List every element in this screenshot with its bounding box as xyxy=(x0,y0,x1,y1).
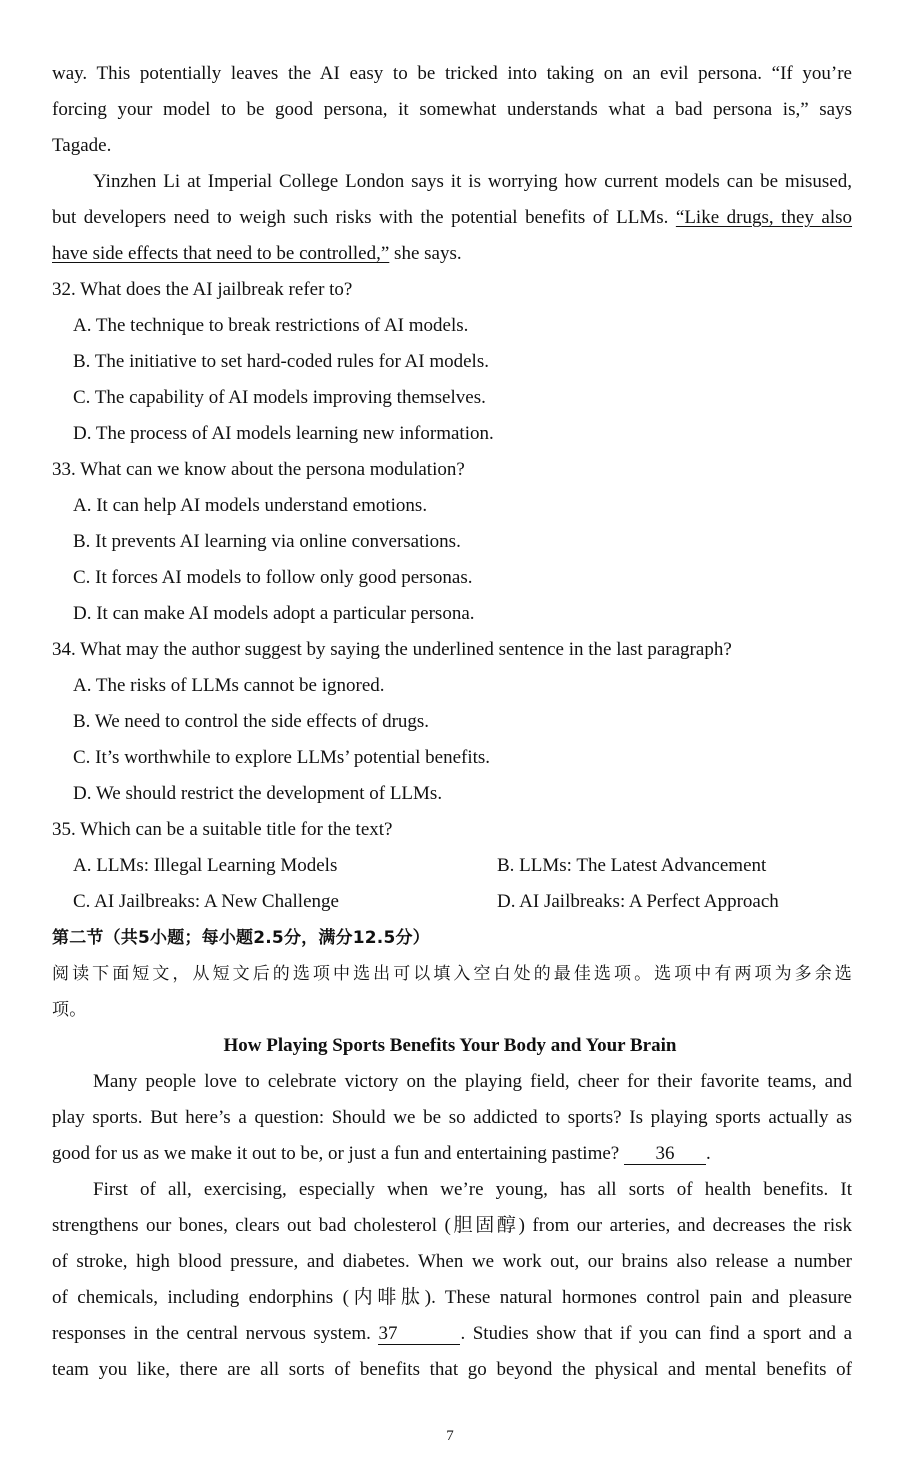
article-text: . Studies show that if you can find a sport and a xyxy=(460,1323,852,1344)
passage-line: way. This potentially leaves the AI easy to be tricked into taking on an evil persona. “If you’re xyxy=(52,63,852,84)
answer-option: C. It forces AI models to follow only good personas. xyxy=(73,567,473,588)
article-line: of chemicals, including endorphins (内啡肽). These natural hormones control pain and pleasure xyxy=(52,1287,852,1308)
answer-option: C. AI Jailbreaks: A New Challenge xyxy=(73,891,339,912)
answer-option: D. The process of AI models learning new information. xyxy=(73,423,494,444)
underlined-sentence: “Like drugs, they also xyxy=(675,207,853,228)
article-text: . xyxy=(705,1143,711,1164)
answer-option: B. It prevents AI learning via online conversations. xyxy=(73,531,461,552)
answer-option: A. LLMs: Illegal Learning Models xyxy=(73,855,338,876)
article-line xyxy=(52,1322,852,1346)
article-text: responses in the central nervous system. xyxy=(52,1323,379,1344)
question-stem: 34. What may the author suggest by saying the underlined sentence in the last paragraph? xyxy=(52,639,732,660)
passage-text: but developers need to weigh such risks with the potential benefits of LLMs. xyxy=(52,207,676,228)
passage-text: she says. xyxy=(389,243,462,264)
answer-option: D. We should restrict the development of LLMs. xyxy=(73,783,443,804)
article-line: Many people love to celebrate victory on the playing field, cheer for their favorite teams, and xyxy=(93,1071,852,1092)
question-stem: 32. What does the AI jailbreak refer to? xyxy=(52,279,353,300)
article-line: First of all, exercising, especially when we’re young, has all sorts of health benefits. It xyxy=(93,1179,852,1200)
answer-option: C. The capability of AI models improving themselves. xyxy=(73,387,486,408)
article-title: How Playing Sports Benefits Your Body and Your Brain xyxy=(223,1035,677,1056)
blank-36[interactable]: 36 xyxy=(624,1144,706,1165)
article-line: play sports. But here’s a question: Should we be so addicted to sports? Is playing sports actually as xyxy=(52,1107,852,1128)
passage-line xyxy=(52,206,852,230)
article-line xyxy=(52,1142,852,1166)
section-instruction: 阅读下面短文，从短文后的选项中选出可以填入空白处的最佳选项。选项中有两项为多余选 xyxy=(52,964,852,984)
underlined-sentence: have side effects that need to be controlled,” xyxy=(52,243,390,264)
passage-line: Yinzhen Li at Imperial College London says it is worrying how current models can be misused, xyxy=(93,171,852,192)
answer-option: B. We need to control the side effects of drugs. xyxy=(73,711,430,732)
blank-37[interactable]: 37 xyxy=(378,1324,460,1345)
article-line: strengthens our bones, clears out bad cholesterol (胆固醇) from our arteries, and decreases the risk xyxy=(52,1215,852,1236)
answer-option: A. The technique to break restrictions of AI models. xyxy=(73,315,469,336)
answer-option: D. AI Jailbreaks: A Perfect Approach xyxy=(497,891,779,912)
section-heading: 第二节（共5小题；每小题2.5分，满分12.5分） xyxy=(52,928,430,948)
passage-line: forcing your model to be good persona, it somewhat understands what a bad persona is,” says xyxy=(52,99,852,120)
passage-line xyxy=(52,242,852,266)
section-instruction: 项。 xyxy=(52,1000,87,1020)
question-stem: 35. Which can be a suitable title for the text? xyxy=(52,819,393,840)
answer-option: A. It can help AI models understand emotions. xyxy=(73,495,428,516)
answer-option: A. The risks of LLMs cannot be ignored. xyxy=(73,675,385,696)
answer-option: B. LLMs: The Latest Advancement xyxy=(497,855,767,876)
answer-option: C. It’s worthwhile to explore LLMs’ potential benefits. xyxy=(73,747,491,768)
answer-option: B. The initiative to set hard-coded rules for AI models. xyxy=(73,351,489,372)
article-line: team you like, there are all sorts of benefits that go beyond the physical and mental benefits of xyxy=(52,1359,852,1380)
passage-line: Tagade. xyxy=(52,135,112,156)
page-number: 7 xyxy=(446,1428,454,1444)
article-line: of stroke, high blood pressure, and diabetes. When we work out, our brains also release a number xyxy=(52,1251,852,1272)
question-stem: 33. What can we know about the persona modulation? xyxy=(52,459,465,480)
article-text: good for us as we make it out to be, or just a fun and entertaining pastime? xyxy=(52,1143,624,1164)
answer-option: D. It can make AI models adopt a particular persona. xyxy=(73,603,475,624)
